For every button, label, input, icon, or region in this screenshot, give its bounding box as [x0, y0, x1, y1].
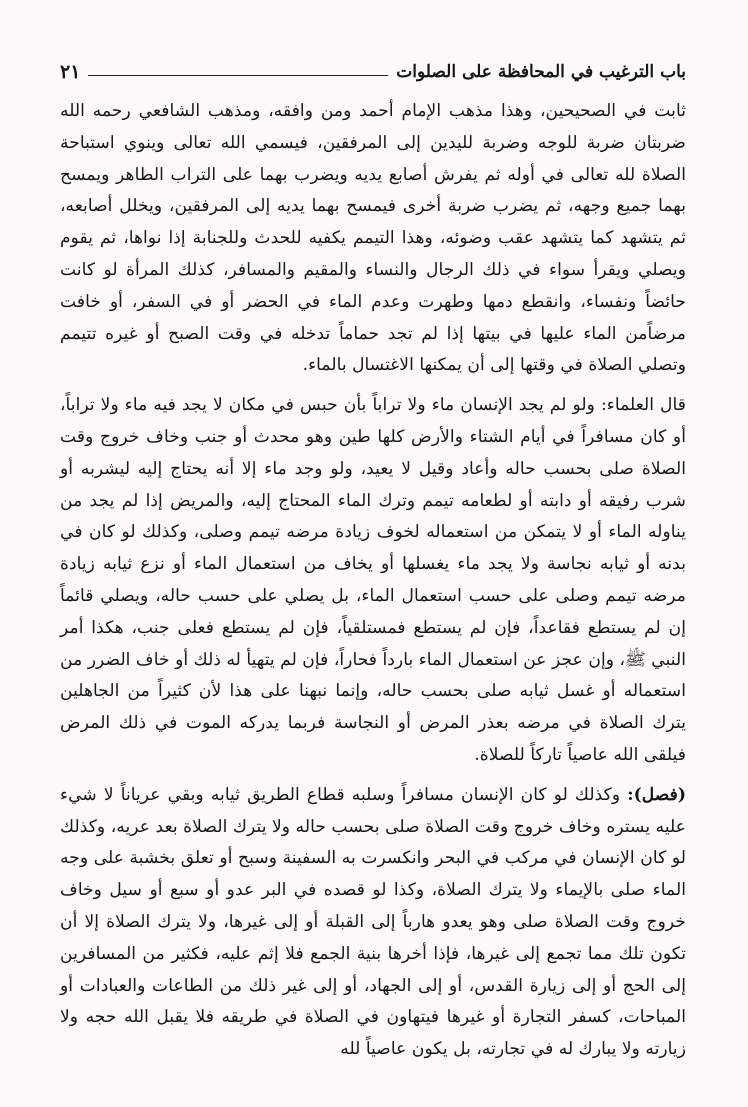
paragraph-tayammum-method	[60, 96, 686, 382]
running-header	[60, 58, 686, 86]
paragraph-scholars-rulings	[60, 390, 686, 772]
paragraph-text: ثابت في الصحيحين، وهذا مذهب الإمام أحمد ومن وافقه، ومذهب الشافعي رحمه الله ضربتان ضربة للوجه وضربة لليدين إلى المرفقين، فيسمي الله تعالى وينوي استباحة الصلاة لله تعالى في أوله ثم يفرش أصابع يديه ويضرب بهما على التراب الطاهر ويمسح بهما جميع وجهه، ثم يضرب ضربة أخرى فيمسح بهما يديه إلى المرفقين، ويخلل أصابعه، ثم يتشهد كما يتشهد عقب وضوئه، وهذا التيمم يكفيه للحدث وللجنابة إذا نواها، ثم يقوم ويصلي ويقرأ سواء في ذلك الرجال والنساء والمقيم والمسافر، كذلك المرأة لو كانت حائضاً ونفساء، وانقطع دمها وطهرت وعدم الماء في الحضر أو في السفر، أو خافت مرضاًمن الماء عليها في بيتها إذا لم تجد حماماً تدخله في وقت الصبح أو غيره تتيمم وتصلي الصلاة في وقتها إلى أن يمكنها الاغتسال بالماء.	[60, 101, 686, 376]
paragraph-fasl-section	[60, 780, 686, 1066]
page-number: ٢١	[60, 61, 81, 83]
section-label: (فصل):	[627, 784, 687, 805]
paragraph-text: قال العلماء: ولو لم يجد الإنسان ماء ولا تراباً بأن حبس في مكان لا يجد فيه ماء ولا تراباً، أو كان مسافراً في أيام الشتاء والأرض كلها طين وهو محدث أو جنب وخاف خروج وقت الصلاة صلى بحسب حاله وأعاد وقيل لا يعيد، ولو وجد ماء إلا أنه يحتاج إليه ليشربه أو شرب رفيقه أو دابته أو لطعامه تيمم وترك الماء المحتاج إليه، والمريض إذا لم يجد من يناوله الماء أو لا يتمكن من استعماله لخوف زيادة مرضه تيمم وصلى، وكذلك لو كان في بدنه أو ثيابه نجاسة ولا يجد ماء يغسلها أو يخاف من استعمال الماء أو نزع ثيابه زيادة مرضه تيمم وصلى على حسب استعمال الماء، بل يصلي على حسب حاله، ويصلي قائماً إن لم يستطع فقاعداً، فإن لم يستطع فمستلقياً، فإن لم يستطع فعلى جنب، هكذا أمر النبي ﷺ، وإن عجز عن استعمال الماء بارداً فحاراً، فإن لم يتهيأ له ذلك أو خاف الضرر من استعماله أو غسل ثيابه صلى بحسب حاله، وإنما نبهنا على هذا لأن كثيراً من الجاهلين يترك الصلاة في مرضه بعذر المرض أو النجاسة فربما يدركه الموت في ذلك المرض فيلقى الله عاصياً تاركاً للصلاة.	[60, 395, 686, 765]
chapter-title: باب الترغيب في المحافظة على الصلوات	[396, 62, 686, 82]
header-rule	[88, 75, 388, 76]
paragraph-text: وكذلك لو كان الإنسان مسافراً وسلبه قطاع الطريق ثيابه وبقي عرياناً لا شيء عليه يستره وخاف خروج وقت الصلاة صلى بحسب حاله ولا يترك الصلاة بعد عريه، وكذلك لو كان الإنسان في مركب في البحر وانكسرت به السفينة وسبح أو تعلق بخشبة على وجه الماء صلى بالإيماء ولا يترك الصلاة، وكذا لو قصده في البر عدو أو سبع أو سيل وخاف خروج وقت الصلاة صلى وهو يعدو هارباً إلى القبلة أو إلى غيرها، ولا يترك الصلاة إلا أن تكون تلك مما تجمع إلى غيرها، فإذا أخرها بنية الجمع فلا إثم عليه، فكثير من المسافرين إلى الحج أو إلى زيارة القدس، أو إلى الجهاد، أو إلى غير ذلك من الطاعات والعبادات أو المباحات، كسفر التجارة أو غيرها فيتهاون في الصلاة في طريقه فلا يقبل الله حجه ولا زيارته ولا يبارك له في تجارته، بل يكون عاصياً لله	[60, 784, 686, 1060]
